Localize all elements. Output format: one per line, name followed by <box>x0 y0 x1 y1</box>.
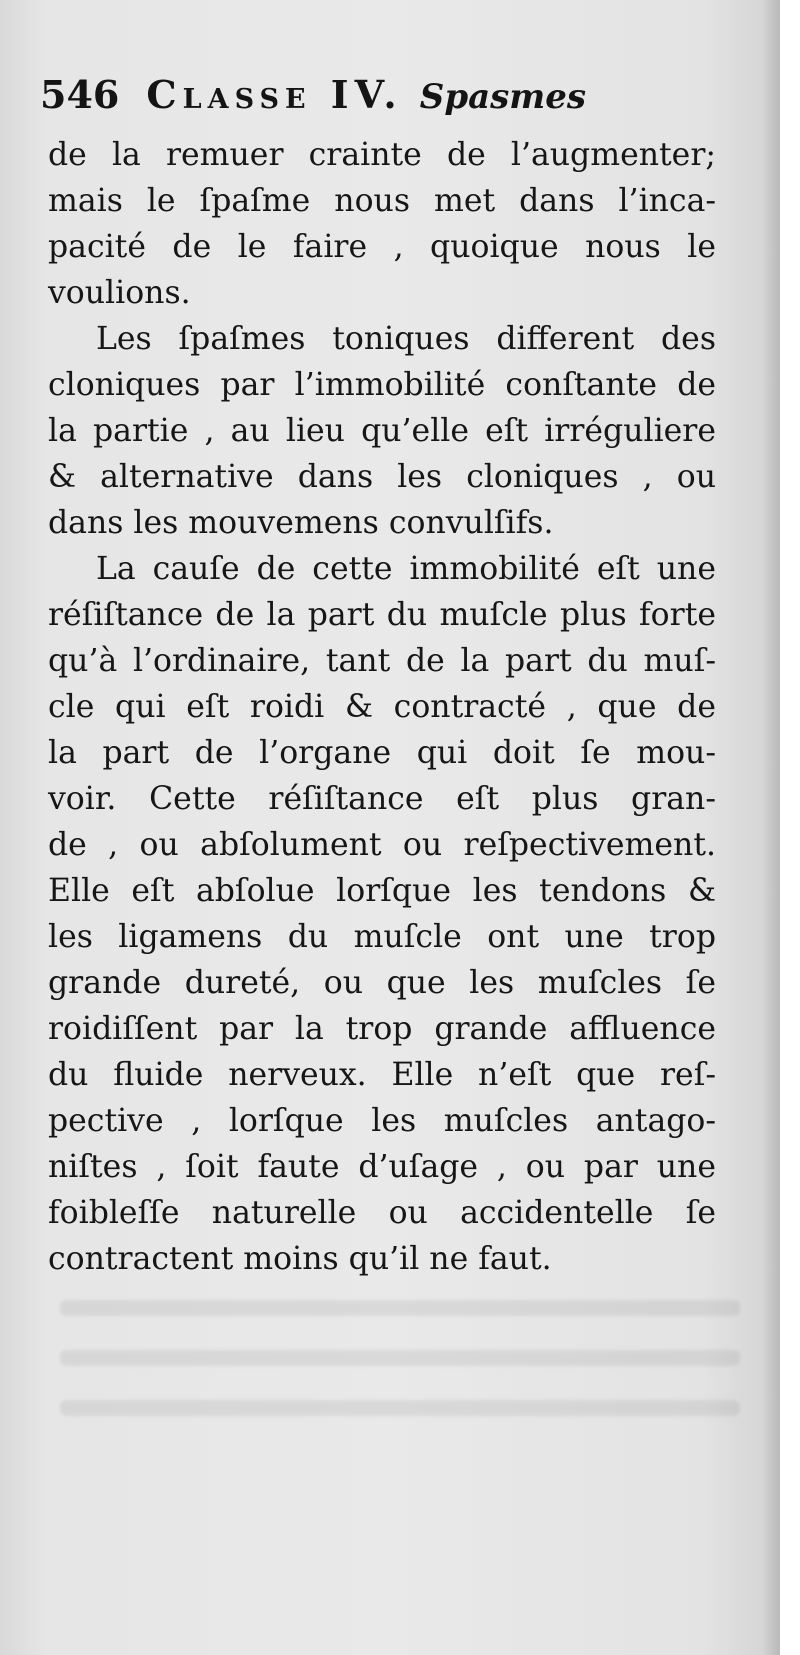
show-through-text <box>60 1300 740 1460</box>
text-line: dans les mouvemens convulſifs. <box>48 505 554 541</box>
text-line: & alternative dans les cloniques , ou <box>48 459 716 495</box>
text-line: niſtes , ſoit faute d’uſage , ou par une <box>48 1149 716 1185</box>
text-line: Elle eſt abſolue lorſque les tendons & <box>48 873 716 909</box>
text-line: voir. Cette réſiſtance eſt plus gran- <box>48 781 716 817</box>
running-subtitle: Spasmes <box>419 77 587 117</box>
text-line: foibleſſe naturelle ou accidentelle ſe <box>48 1195 716 1231</box>
text-line: La cauſe de cette immobilité eſt une <box>96 551 716 587</box>
page-number: 546 <box>40 72 120 117</box>
text-line: la part de l’organe qui doit ſe mou- <box>48 735 716 771</box>
text-line: roidiſſent par la trop grande affluence <box>48 1011 716 1047</box>
text-line: du fluide nerveux. Elle n’eſt que reſ- <box>48 1057 716 1093</box>
text-line: de la remuer crainte de l’augmenter; <box>48 137 716 173</box>
text-line: pacité de le faire , quoique nous le <box>48 229 716 265</box>
running-title: Classe IV. <box>146 72 403 117</box>
running-header <box>40 72 740 132</box>
text-line: Les ſpaſmes toniques different des <box>96 321 716 357</box>
text-line: cle qui eſt roidi & contracté , que de <box>48 689 716 725</box>
text-line: la partie , au lieu qu’elle eſt irréguliere <box>48 413 716 449</box>
text-line: cloniques par l’immobilité conſtante de <box>48 367 716 403</box>
text-line: voulions. <box>48 275 191 311</box>
text-line: grande dureté, ou que les muſcles ſe <box>48 965 716 1001</box>
body-text <box>48 132 716 1282</box>
text-line: les ligamens du muſcle ont une trop <box>48 919 716 955</box>
text-line: qu’à l’ordinaire, tant de la part du muſ- <box>48 643 716 679</box>
text-line: pective , lorſque les muſcles antago- <box>48 1103 716 1139</box>
text-line: mais le ſpaſme nous met dans l’inca- <box>48 183 716 219</box>
text-line: de , ou abſolument ou reſpectivement. <box>48 827 716 863</box>
text-line: réſiſtance de la part du muſcle plus forte <box>48 597 716 633</box>
text-line: contractent moins qu’il ne faut. <box>48 1241 552 1277</box>
